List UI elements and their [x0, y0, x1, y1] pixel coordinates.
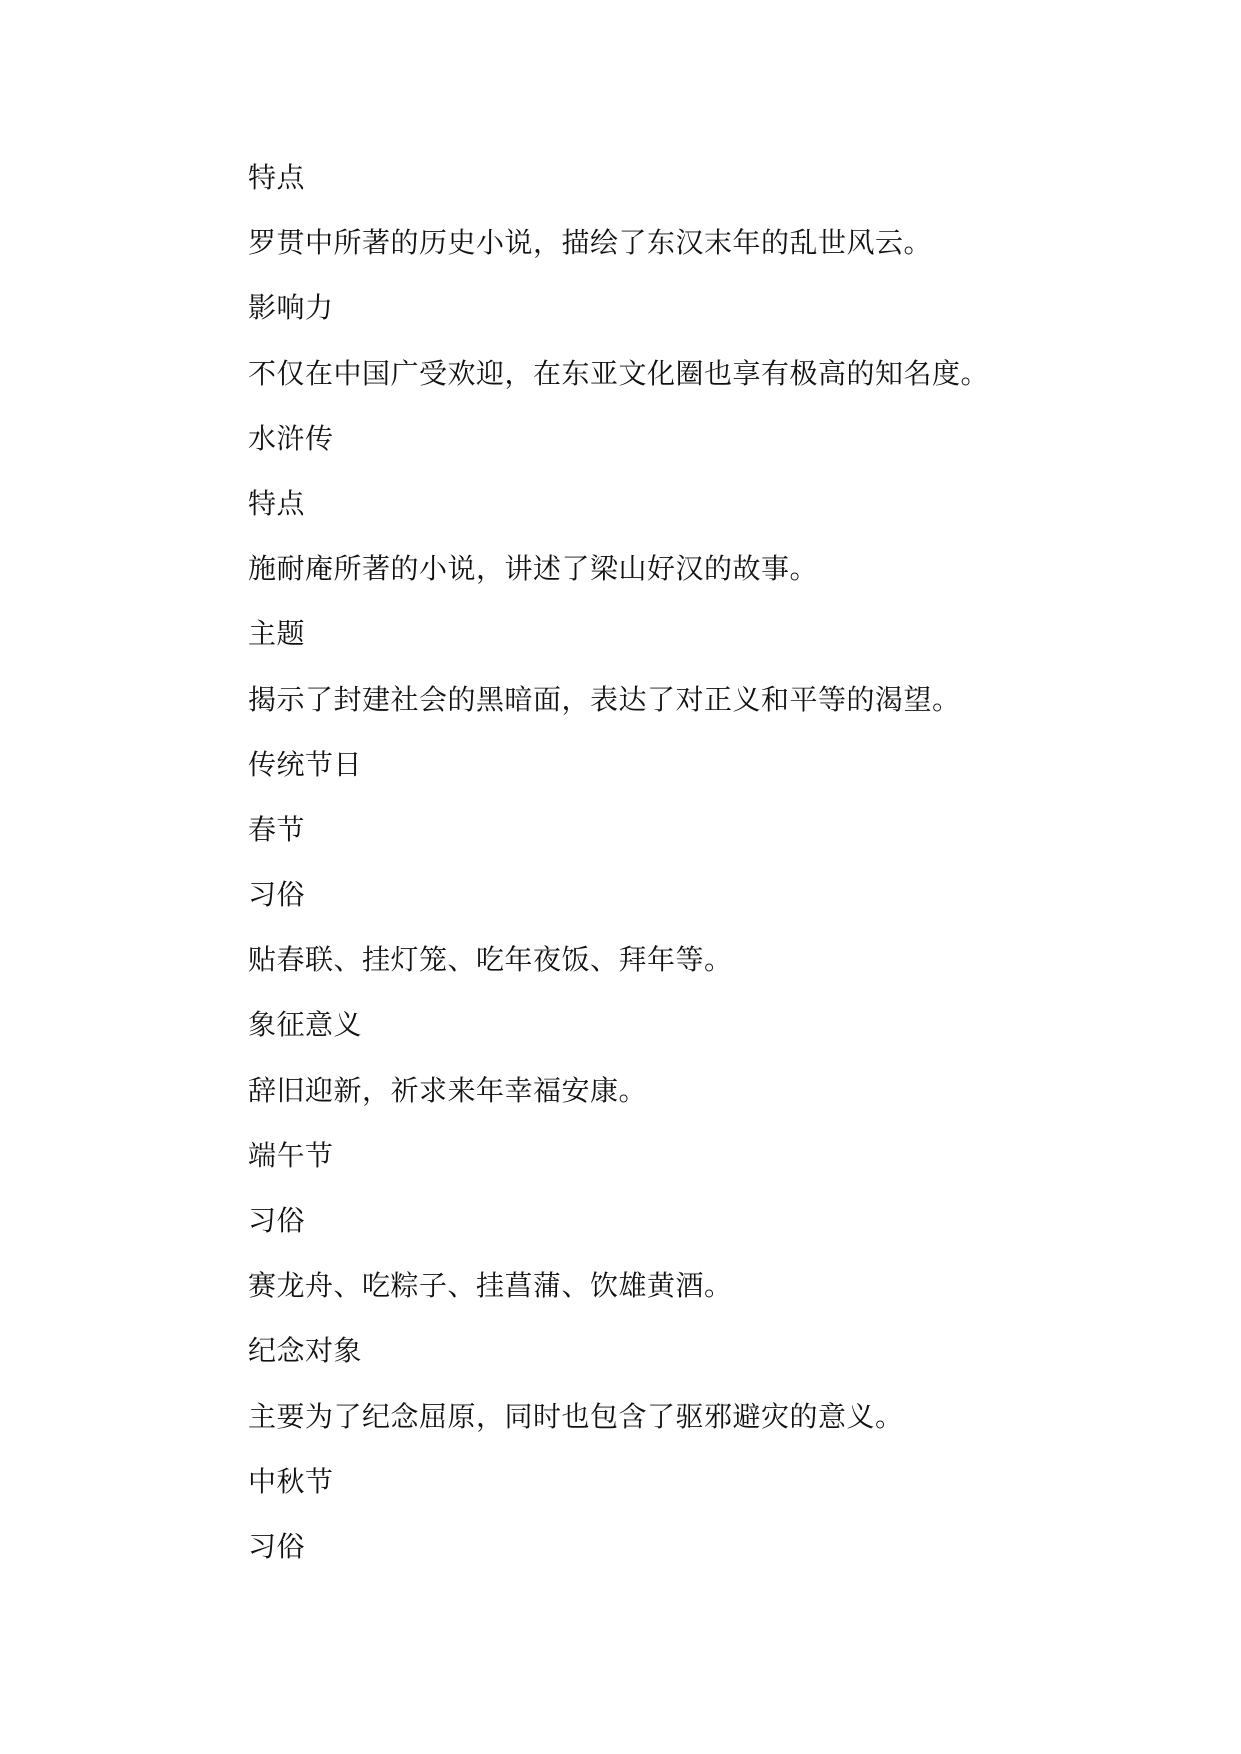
heading-mid-autumn-festival: 中秋节	[248, 1464, 334, 1498]
heading-customs: 习俗	[248, 1529, 306, 1563]
heading-influence: 影响力	[248, 291, 334, 325]
heading-water-margin: 水浒传	[248, 421, 334, 455]
heading-symbolism: 象征意义	[248, 1008, 363, 1042]
heading-commemoration: 纪念对象	[248, 1334, 363, 1368]
heading-features: 特点	[248, 486, 306, 520]
document-body	[248, 160, 1148, 1594]
heading-customs: 习俗	[248, 878, 306, 912]
paragraph-romance-description: 罗贯中所著的历史小说，描绘了东汉末年的乱世风云。	[248, 226, 933, 260]
paragraph-dragon-boat-customs: 赛龙舟、吃粽子、挂菖蒲、饮雄黄酒。	[248, 1269, 733, 1303]
heading-theme: 主题	[248, 617, 306, 651]
heading-customs: 习俗	[248, 1204, 306, 1237]
heading-spring-festival: 春节	[248, 812, 306, 846]
paragraph-spring-customs: 贴春联、挂灯笼、吃年夜饭、拜年等。	[248, 943, 733, 977]
paragraph-theme: 揭示了封建社会的黑暗面，表达了对正义和平等的渴望。	[248, 682, 961, 716]
heading-dragon-boat-festival: 端午节	[248, 1138, 334, 1172]
heading-features: 特点	[248, 161, 306, 194]
heading-traditional-festivals: 传统节日	[248, 747, 363, 781]
paragraph-water-margin-description: 施耐庵所著的小说，讲述了梁山好汉的故事。	[248, 552, 819, 586]
paragraph-symbolism: 辞旧迎新，祈求来年幸福安康。	[248, 1073, 648, 1107]
paragraph-commemoration: 主要为了纪念屈原，同时也包含了驱邪避灾的意义。	[248, 1399, 904, 1433]
paragraph-influence: 不仅在中国广受欢迎，在东亚文化圈也享有极高的知名度。	[248, 356, 990, 390]
